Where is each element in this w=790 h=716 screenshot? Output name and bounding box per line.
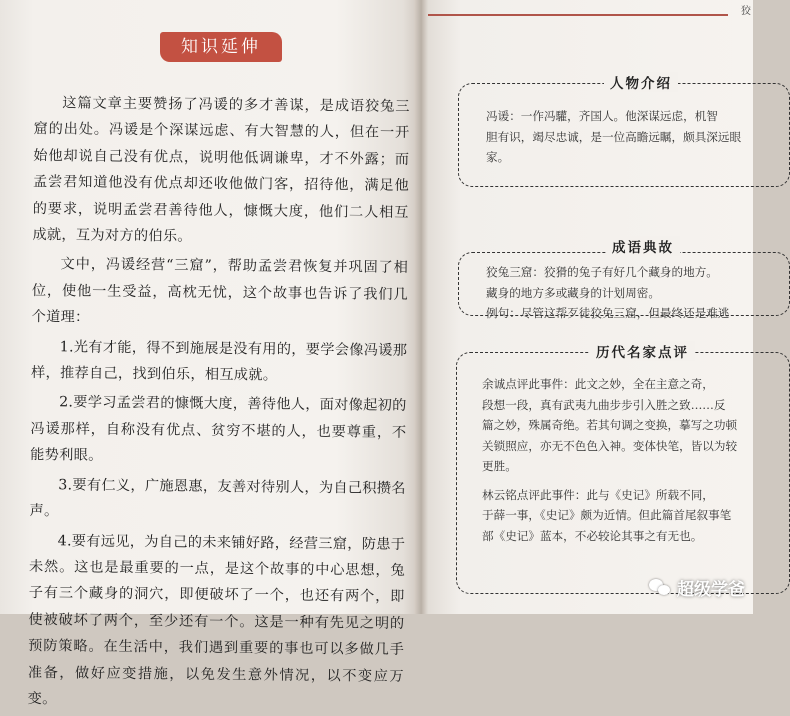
box-line: 藏身的地方多或藏身的计划周密。: [486, 285, 660, 300]
paragraph: 2.要学习孟尝君的慷慨大度，善待他人，面对像起初的冯谖那样，自称没有优点、贫穷不堪的人，也要尊重，不能势利眼。: [30, 394, 407, 465]
character-intro-title: 人物介绍: [604, 72, 678, 92]
box-line: 余诚点评此事件：此文之妙，全在主意之奇，: [482, 377, 714, 391]
critics-comments-text: [482, 374, 737, 546]
paragraph: 1.光有才能，得不到施展是没有用的，要学会像冯谖那样，推荐自己，找到伯乐，相互成就。: [30, 338, 408, 384]
box-line: 段想一段，真有武夷九曲步步引入胜之致……反: [482, 397, 726, 412]
paragraph: 文中，冯谖经营“三窟”，帮助孟尝君恢复并巩固了相位，使他一生受益，高枕无忧，这个故事也告诉了我们几个道理：: [31, 256, 409, 326]
idiom-story-title: 成语典故: [606, 236, 680, 256]
character-intro-text: [486, 106, 741, 168]
paragraph: 这篇文章主要赞扬了冯谖的多才善谋，是成语狡兔三窟的出处。冯谖是个深谋远虑、有大智慧的人，但在一开始他却说自己没有优点，说明他低调谦卑，才不外露；而孟尝君知道他没有优点却还收他做门客，招待他，满足他的要求，说明孟尝君善待他人，慷慨大度，他们二人相互成就，互为对方的伯乐。: [32, 95, 410, 245]
wechat-icon: [649, 579, 671, 597]
paragraph: 3.要有仁义，广施恩惠，友善对待别人，为自己积攒名声。: [29, 476, 406, 520]
box-line: 关锁照应，亦无不色色入神。变体快笔，皆以为较: [482, 438, 738, 453]
idiom-story-text: [486, 262, 729, 324]
box-line: 更胜。: [482, 459, 517, 473]
box-line: 林云铭点评此事件：此与《史记》所载不同，: [482, 487, 714, 502]
watermark-text: 超级学爸: [677, 580, 745, 600]
page-header-mark: 狡: [741, 6, 751, 17]
box-line: 部《史记》蓝本，不必较论其事之有无也。: [482, 528, 703, 543]
section-title: 知识延伸: [160, 32, 282, 62]
box-line: 篇之妙，殊属奇绝。若其句调之变换，摹写之功顿: [482, 418, 738, 432]
left-page-body: [27, 90, 409, 716]
box-line: 例句：尽管这帮歹徒狡兔三窟，但最终还是难逃: [486, 306, 730, 320]
right-page: [428, 0, 753, 614]
watermark: [649, 575, 745, 600]
critics-comments-title: 历代名家点评: [590, 341, 695, 361]
top-rule: [428, 14, 728, 16]
box-line: 冯谖：一作冯驩，齐国人。他深谋远虑，机智: [486, 109, 718, 123]
box-line: 家。: [486, 150, 510, 164]
paragraph: 4.要有远见，为自己的未来铺好路，经营三窟，防患于未然。这也是最重要的一点，是这个故事的中心思想，兔子有三个藏身的洞穴，即便破坏了一个，也还有两个，即使被破坏了两个，至少还有一个。这是一种有先见之明的预防策略。在生活中，我们遇到重要的事也可以多做几手准备，做好应变措施，以免发生意外情况，以不变应万变。: [27, 532, 406, 708]
box-line: 胆有识，竭尽忠诚，是一位高瞻远瞩，颇具深远眼: [486, 129, 742, 144]
box-line: 于薛一事，《史记》颇为近情。但此篇首尾叙事笔: [482, 508, 732, 522]
box-line: 狡兔三窟：狡猾的兔子有好几个藏身的地方。: [486, 265, 718, 279]
